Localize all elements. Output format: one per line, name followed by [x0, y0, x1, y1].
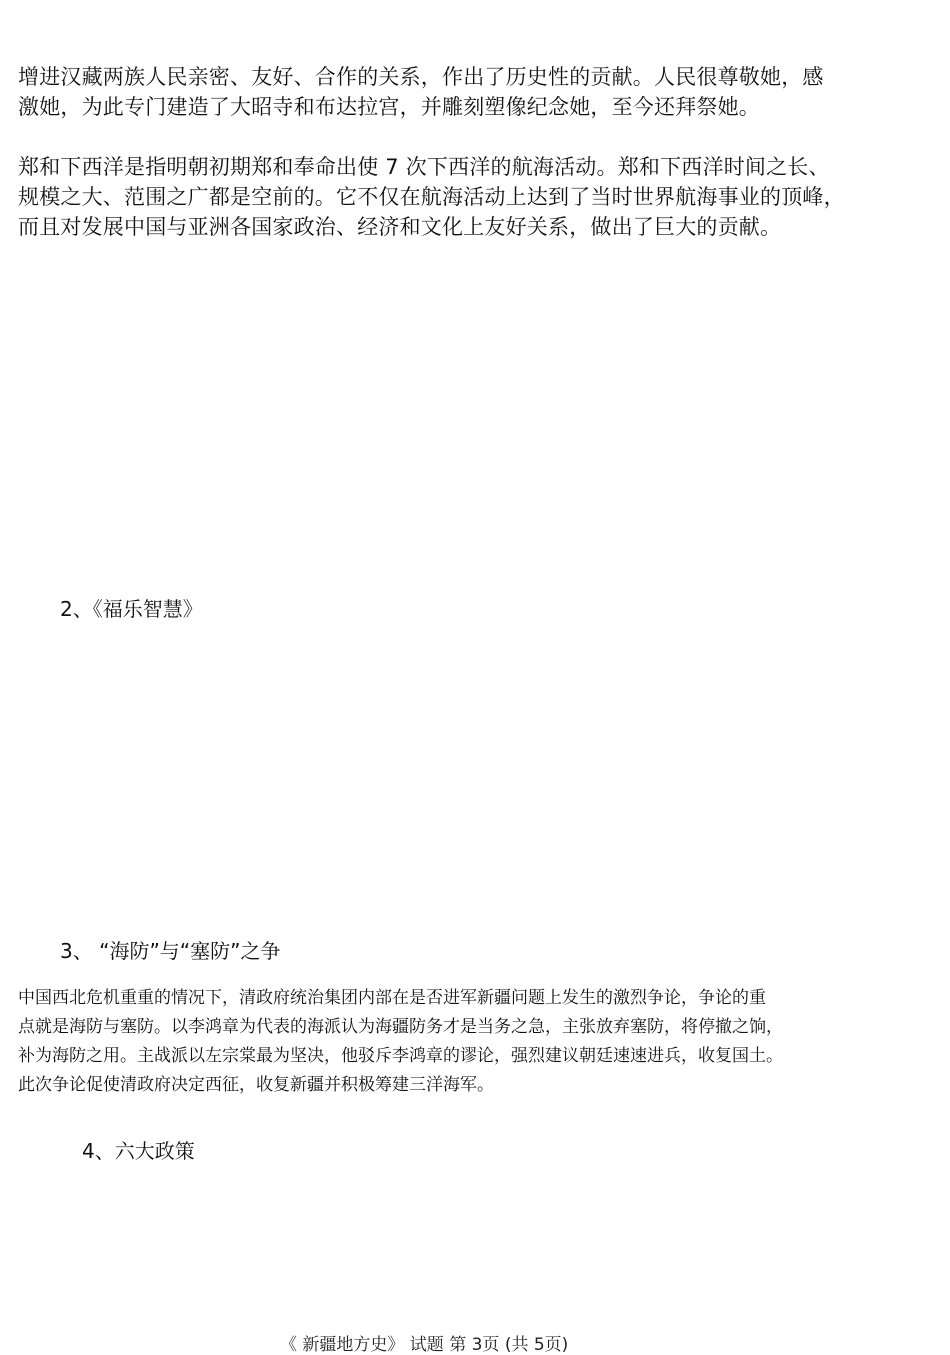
paragraph-tibet-relations: [18, 62, 878, 122]
paragraph-line: 点就是海防与塞防。以李鸿章为代表的海派认为海疆防务才是当务之急，主张放弃塞防，将停撤之饷，: [18, 1017, 783, 1037]
section-heading-4: 4、六大政策: [82, 1139, 195, 1163]
paragraph-zheng-he: [18, 152, 878, 242]
paragraph-line: 增进汉藏两族人民亲密、友好、合作的关系，作出了历史性的贡献。人民很尊敬她，感: [18, 65, 824, 89]
paragraph-coastal-frontier-defense: [18, 984, 878, 1100]
paragraph-line: 补为海防之用。主战派以左宗棠最为坚决，他驳斥李鸿章的谬论，强烈建议朝廷速速进兵，收复国土。: [18, 1046, 783, 1066]
paragraph-line: 激她，为此专门建造了大昭寺和布达拉宫，并雕刻塑像纪念她，至今还拜祭她。: [18, 95, 760, 119]
paragraph-line: 此次争论促使清政府决定西征，收复新疆并积极筹建三洋海军。: [18, 1075, 494, 1095]
section-heading-3: 3、 “海防”与“塞防”之争: [60, 939, 281, 963]
page-footer: 《 新疆地方史》 试题 第 3页 (共 5页): [280, 1335, 569, 1355]
section-heading-2: 2、《福乐智慧》: [60, 597, 203, 621]
paragraph-line: 而且对发展中国与亚洲各国家政治、经济和文化上友好关系，做出了巨大的贡献。: [18, 215, 782, 239]
paragraph-line: 规模之大、范围之广都是空前的。它不仅在航海活动上达到了当时世界航海事业的顶峰，: [18, 185, 845, 209]
paragraph-line: 郑和下西洋是指明朝初期郑和奉命出使 7 次下西洋的航海活动。郑和下西洋时间之长、: [18, 155, 830, 179]
paragraph-line: 中国西北危机重重的情况下，清政府统治集团内部在是否进军新疆问题上发生的激烈争论，争论的重: [18, 988, 766, 1008]
